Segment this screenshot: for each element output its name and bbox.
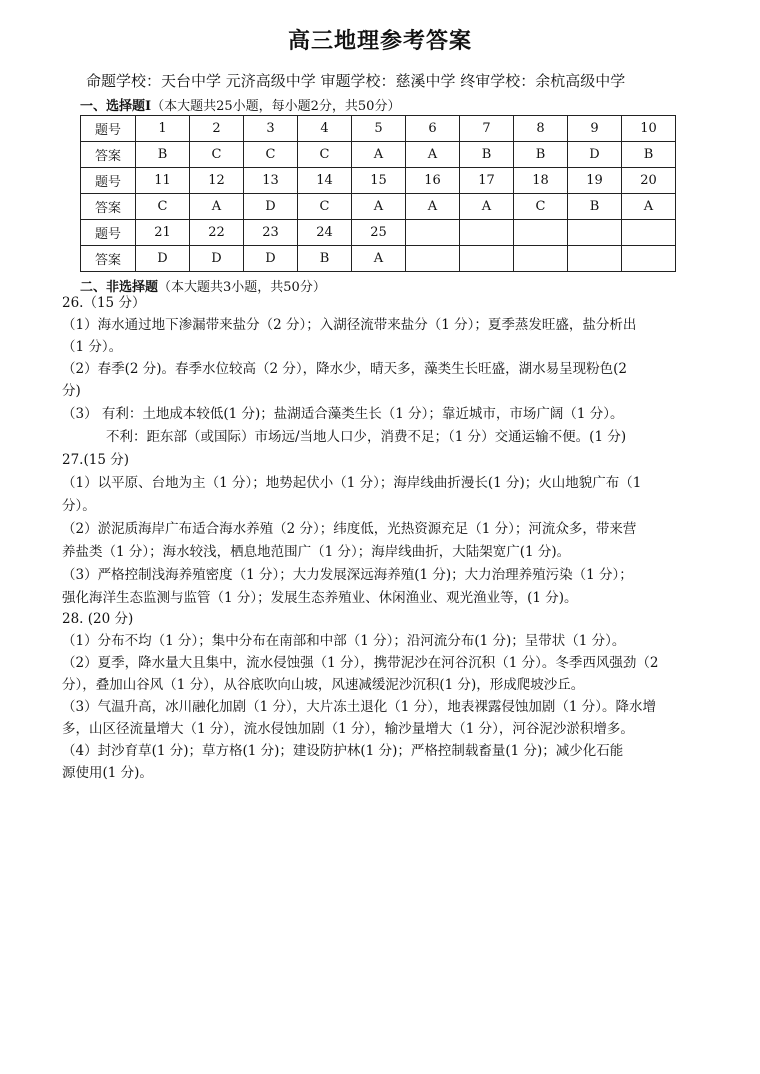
- question-number-cell: 14: [298, 168, 352, 194]
- q26-1-line2: （1 分）。: [62, 339, 123, 355]
- question-number-cell: 23: [244, 220, 298, 246]
- question-number-cell: [514, 220, 568, 246]
- question-number-cell: 25: [352, 220, 406, 246]
- question-number-cell: [622, 220, 676, 246]
- question-number-cell: [406, 220, 460, 246]
- question-number-cell: 6: [406, 116, 460, 142]
- question-number-cell: 4: [298, 116, 352, 142]
- row-label-answer: 答案: [81, 142, 136, 168]
- answer-cell: A: [190, 194, 244, 220]
- section1-heading: [80, 95, 400, 114]
- q27-1-line2: 分）。: [62, 498, 96, 514]
- answer-row: [81, 142, 676, 168]
- q28-2-line2: 分），叠加山谷风（1 分），从谷底吹向山坡，风速减缓泥沙沉积(1 分)，形成爬坡沙丘。: [62, 677, 585, 693]
- row-label-question: 题号: [81, 220, 136, 246]
- answer-cell: B: [298, 246, 352, 272]
- question-number-cell: 17: [460, 168, 514, 194]
- q27-heading: 27.(15 分): [62, 452, 129, 468]
- q28-2-line1: （2）夏季，降水量大且集中，流水侵蚀强（1 分），携带泥沙在河谷沉积（1 分）。冬季西风强劲（2: [62, 655, 659, 671]
- school-credits: 命题学校：天台中学 元济高级中学 审题学校：慈溪中学 终审学校：余杭高级中学: [86, 72, 626, 90]
- q27-3-line1: （3）严格控制浅海养殖密度（1 分）；大力发展深远海养殖(1 分)；大力治理养殖污染（1 分）；: [62, 567, 633, 583]
- answer-cell: B: [568, 194, 622, 220]
- question-number-cell: 19: [568, 168, 622, 194]
- question-number-cell: 7: [460, 116, 514, 142]
- answer-cell: C: [298, 142, 352, 168]
- answer-cell: [514, 246, 568, 272]
- answer-cell: [568, 246, 622, 272]
- question-number-cell: 15: [352, 168, 406, 194]
- q27-1-line1: （1）以平原、台地为主（1 分）；地势起伏小（1 分）；海岸线曲折漫长(1 分)；火山地貌广布（1: [62, 475, 642, 491]
- answer-cell: A: [352, 142, 406, 168]
- answer-table: [80, 115, 676, 272]
- row-label-answer: 答案: [81, 194, 136, 220]
- question-number-cell: 12: [190, 168, 244, 194]
- answer-cell: C: [136, 194, 190, 220]
- answer-cell: A: [622, 194, 676, 220]
- answer-cell: C: [514, 194, 568, 220]
- answer-row: [81, 246, 676, 272]
- question-number-cell: 5: [352, 116, 406, 142]
- q28-heading: 28. (20 分): [62, 611, 134, 627]
- question-number-row: [81, 220, 676, 246]
- question-number-cell: 20: [622, 168, 676, 194]
- answer-row: [81, 194, 676, 220]
- answer-cell: D: [568, 142, 622, 168]
- question-number-cell: 13: [244, 168, 298, 194]
- row-label-question: 题号: [81, 168, 136, 194]
- answer-cell: D: [136, 246, 190, 272]
- answer-cell: [406, 246, 460, 272]
- section1-note: （本大题共25小题，每小题2分，共50分）: [151, 99, 401, 114]
- answer-cell: C: [190, 142, 244, 168]
- q27-2-line1: （2）淤泥质海岸广布适合海水养殖（2 分）；纬度低，光热资源充足（1 分）；河流众多，带来营: [62, 521, 637, 537]
- answer-cell: C: [244, 142, 298, 168]
- answer-cell: [460, 246, 514, 272]
- page-title: 高三地理参考答案: [287, 28, 472, 54]
- question-number-cell: 24: [298, 220, 352, 246]
- answer-cell: A: [406, 194, 460, 220]
- answer-cell: D: [190, 246, 244, 272]
- q27-3-line2: 强化海洋生态监测与监管（1 分）；发展生态养殖业、休闲渔业、观光渔业等，(1 分)。: [62, 590, 578, 606]
- answer-cell: A: [352, 194, 406, 220]
- q26-1-line1: （1）海水通过地下渗漏带来盐分（2 分）；入湖径流带来盐分（1 分）；夏季蒸发旺盛，盐分析出: [62, 317, 637, 333]
- q26-3-line1: （3） 有利：土地成本较低(1 分)；盐湖适合藻类生长（1 分）；靠近城市，市场广阔（1 分）。: [62, 406, 624, 422]
- question-number-cell: 10: [622, 116, 676, 142]
- q26-2-line1: （2）春季(2 分)。春季水位较高（2 分），降水少，晴天多，藻类生长旺盛，湖水易呈现粉色(2: [62, 361, 627, 377]
- section1-title: 一、选择题Ⅰ: [80, 99, 152, 114]
- section2-note: （本大题共3小题，共50分）: [158, 280, 326, 295]
- answer-cell: A: [406, 142, 460, 168]
- answer-cell: B: [460, 142, 514, 168]
- q26-3-line2: 不利：距东部（或国际）市场远/当地人口少，消费不足；（1 分）交通运输不便。(1 分): [106, 429, 627, 445]
- q28-4-line2: 源使用(1 分)。: [62, 765, 153, 781]
- answer-cell: C: [298, 194, 352, 220]
- answer-cell: D: [244, 246, 298, 272]
- q28-1-line1: （1）分布不均（1 分）；集中分布在南部和中部（1 分）；沿河流分布(1 分)；呈带状（1 分）。: [62, 633, 626, 649]
- answer-cell: A: [460, 194, 514, 220]
- q27-2-line2: 养盐类（1 分）；海水较浅，栖息地范围广（1 分）；海岸线曲折，大陆架宽广(1 分)。: [62, 544, 571, 560]
- question-number-cell: 16: [406, 168, 460, 194]
- row-label-answer: 答案: [81, 246, 136, 272]
- section2-title: 二、非选择题: [80, 280, 159, 295]
- question-number-cell: 1: [136, 116, 190, 142]
- question-number-row: [81, 168, 676, 194]
- answer-cell: A: [352, 246, 406, 272]
- question-number-cell: [568, 220, 622, 246]
- question-number-cell: 11: [136, 168, 190, 194]
- answer-cell: B: [622, 142, 676, 168]
- question-number-cell: 18: [514, 168, 568, 194]
- question-number-cell: 21: [136, 220, 190, 246]
- q26-2-line2: 分): [62, 383, 81, 399]
- q28-3-line1: （3）气温升高，冰川融化加剧（1 分），大片冻土退化（1 分），地表裸露侵蚀加剧（1 分）。降水增: [62, 699, 656, 715]
- answer-cell: B: [136, 142, 190, 168]
- answer-cell: B: [514, 142, 568, 168]
- row-label-question: 题号: [81, 116, 136, 142]
- question-number-cell: 22: [190, 220, 244, 246]
- answer-cell: D: [244, 194, 298, 220]
- q26-heading: 26.（15 分）: [62, 295, 146, 311]
- question-number-cell: 3: [244, 116, 298, 142]
- q28-3-line2: 多，山区径流量增大（1 分），流水侵蚀加剧（1 分），输沙量增大（1 分），河谷泥沙淤积增多。: [62, 721, 634, 737]
- question-number-cell: 9: [568, 116, 622, 142]
- question-number-cell: [460, 220, 514, 246]
- question-number-cell: 2: [190, 116, 244, 142]
- question-number-cell: 8: [514, 116, 568, 142]
- q28-4-line1: （4）封沙育草(1 分)；草方格(1 分)；建设防护林(1 分)；严格控制载畜量(1 分)；减少化石能: [62, 743, 624, 759]
- answer-cell: [622, 246, 676, 272]
- question-number-row: [81, 116, 676, 142]
